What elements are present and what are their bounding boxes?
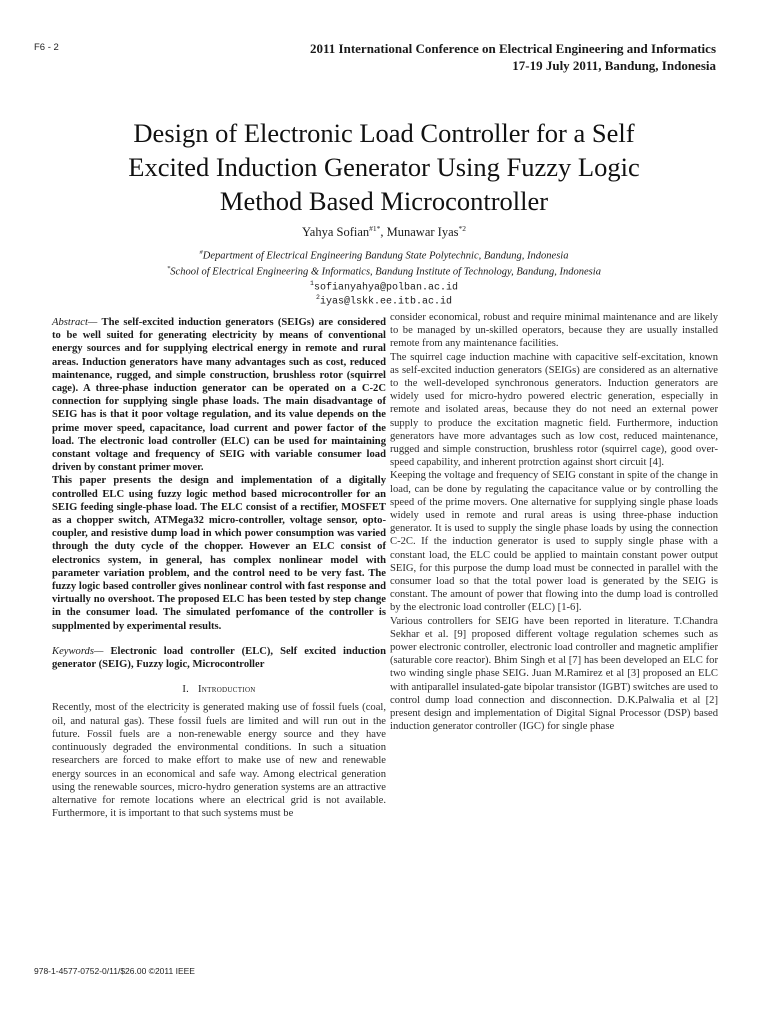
conference-header <box>196 40 716 74</box>
email-2 <box>0 294 768 307</box>
introduction-paragraph: Recently, most of the electricity is generated making use of fossil fuels (coal, oil, and natural gas). These fossil fuels are limited and will run out in the future. Fossil fuels are a non-renewable energy source and they have continuously degraded the environmental conditions. In such a situation researchers are forced to make effort to make use of new and renewable energy sources in an economical and safe way. Among electrical generation using the renewable sources, micro-hydro generation systems are an attractive alternative for remote locations where an electrical grid is not available. Furthermore, it is important to that such systems must be <box>52 702 386 820</box>
abstract-dash: — <box>87 317 102 328</box>
author-separator: , <box>380 225 387 240</box>
abstract-paragraph-2: This paper presents the design and implementation of a digitally controlled ELC using fuzzy logic method based microcontroller for an SEIG feeding single-phase load. The ELC consist of a rectifier, MOSFET as a chopper switch, ATMega32 micro-controller, voltage sensor, opto-coupler, and resistive dump load in which power consumption was varied through the duty cycle of the chopper. However an ELC consist of electronics system, in general, has complex nonlinear model with parameter variation problem, and the control need to be very fast. The fuzzy logic based controller gives nonlinear control with fast response and virtually no overshoot. The proposed ELC has been tested by step change in the consumer load. The simulated perfomance of the controller is supplmented by experimental results. <box>52 475 386 632</box>
author-marker: *2 <box>458 224 466 233</box>
title-line-3: Method Based Microcontroller <box>219 186 549 216</box>
author-marker: #1* <box>369 224 381 233</box>
page-code: F6 - 2 <box>34 42 59 53</box>
abstract <box>52 316 386 474</box>
affiliation-marker: * <box>167 265 171 272</box>
copyright-footer: 978-1-4577-0752-0/11/$26.00 ©2011 IEEE <box>34 966 195 976</box>
email-marker: 1 <box>310 280 314 287</box>
body-paragraph: The squirrel cage induction machine with capacitive self-excitation, known as self-excited induction generators (SEIGs) are considered as an alternative to the well-developed synchronous generators. Induction generators are widely used for micro-hydro powered electric generation, especially in remote and isolated areas, because they do not need an external power supply to produce the excitation magnetic field. Furthermore, induction generators have more advantages such as low cost, reduced maintenance, rugged and simple construction, brushless rotor (squirrel cage), good over-speed capability, and inherent protrction against short circuit [4]. <box>390 351 718 469</box>
conference-name: 2011 International Conference on Electrical Engineering and Informatics <box>310 41 716 56</box>
conference-date-location: 17-19 July 2011, Bandung, Indonesia <box>512 58 716 73</box>
title-line-2: Excited Induction Generator Using Fuzzy Logic <box>128 152 640 182</box>
paper-title <box>60 116 708 218</box>
abstract-label: Abstract <box>52 317 88 328</box>
keywords-dash: — <box>93 645 111 657</box>
keywords-text: Electronic load controller (ELC), Self excited induction generator (SEIG), Fuzzy logic, Microcontroller <box>52 645 386 671</box>
affiliation-1 <box>0 249 768 262</box>
email-1 <box>0 280 768 293</box>
section-heading <box>52 683 386 696</box>
affiliation-marker: # <box>199 249 203 256</box>
right-column <box>390 311 718 734</box>
section-number: I. <box>182 684 190 696</box>
left-column <box>52 316 386 820</box>
title-line-1: Design of Electronic Load Controller for a Self <box>133 118 635 148</box>
email-address: iyas@lskk.ee.itb.ac.id <box>319 296 452 308</box>
email-marker: 2 <box>316 294 320 301</box>
author-name: Yahya Sofian <box>302 225 370 240</box>
email-address: sofianyahya@polban.ac.id <box>313 282 458 294</box>
affiliation-text: Department of Electrical Engineering Bandung State Polytechnic, Bandung, Indonesia <box>202 250 569 262</box>
section-title: Introduction <box>197 684 256 696</box>
body-paragraph: Keeping the voltage and frequency of SEIG constant in spite of the change in load, can be done by regulating the capacitance value or by controlling the speed of the prime movers. One alternative for supplying single phase loads widely used in remote and rural areas is using three-phase induction generator. It is used to supply the single phase loads by using the connection C-2C. If the induction generator is used to supply single phase with a constant load, the ELC could be applied to maintain constant power output SEIG, for this purpose the dump load must be connected in parallel with the consumer load so that the total power load is generated by the SEIG is constant. The amount of power that flowing into the dump load is controlled by the electronic load controller (ELC) [1-6]. <box>390 470 719 614</box>
affiliation-2 <box>0 265 768 278</box>
abstract-text: The self-excited induction generators (SEIGs) are considered to be well suited for generating electricity by means of conventional energy sources and for supplying electrical energy in remote and rural areas. Induction generators have many advantages such as cost, reduced maintenance, rugged, and simple construction, brushless rotor (squirrel cage). A three-phase induction generator can be operated on a C-2C connection for supplying single phase loads. The main disadvantage of SEIG has is that it poor voltage regulation, and its value depends on the prime mover speed, capacitance, load current and power factor of the load. The electronic load controller (ELC) can be used for maintaining constant voltage and frequency of SEIG with variable consumer load driven by constant primer mover. <box>52 317 386 474</box>
author-name: Munawar Iyas <box>386 225 459 240</box>
author-list <box>0 224 768 240</box>
body-paragraph: Various controllers for SEIG have been reported in literature. T.Chandra Sekhar et al. [9] proposed different voltage regulation schemes such as power electronic controller, electronic load controller and magnetic amplifier (saturable core reactor). Bhim Singh et al [7] has been developed an ELC for two winding single phase SEIG. Juan M.Ramirez et al [3] proposed an ELC with antiparallel insulated-gate bipolar transistor (IGBT) switches are used to control dump load connection and disconnection. D.K.Palwalia et al [2] present design and implementation of Digital Signal Processor (DSP) based induction generator controller (IGC) for single phase <box>390 615 719 733</box>
affiliation-text: School of Electrical Engineering & Informatics, Bandung Institute of Technology, Bandung, Indonesia <box>170 266 601 278</box>
body-paragraph: consider economical, robust and require minimal maintenance and are likely to be managed by un-skilled operators, because they are usually installed remote from any maintenance facilities. <box>390 312 718 350</box>
keywords <box>52 645 386 671</box>
keywords-label: Keywords <box>52 645 94 657</box>
